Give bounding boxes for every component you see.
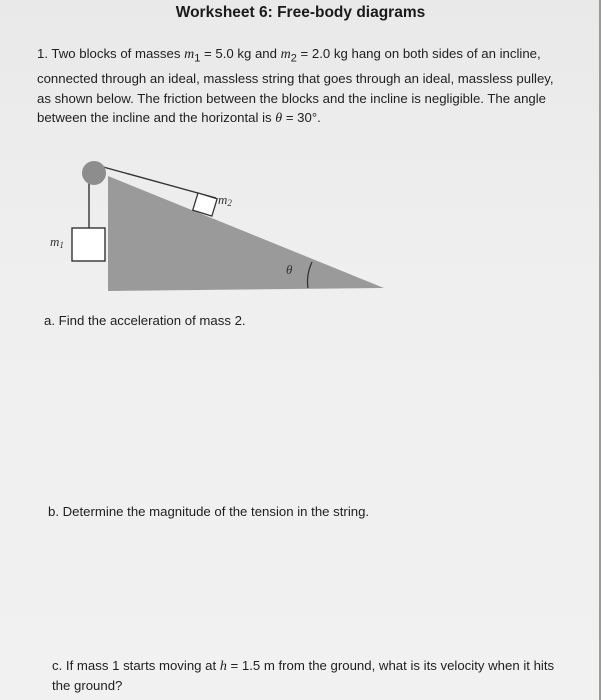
question-b: b. Determine the magnitude of the tension in the string.	[48, 504, 370, 519]
problem-text-3: = 2.0 kg hang on both sides of an incline, connected through an ideal, massless string that goes through an ideal, massless pulley, as shown below. The friction between the blocks and the incline is negligible. The angle between the incline and the horizontal is	[37, 46, 554, 126]
label-m2: m2	[218, 192, 232, 208]
pulley-icon	[82, 161, 106, 185]
incline-pulley-diagram	[0, 150, 601, 300]
worksheet-title: Worksheet 6: Free-body diagrams	[175, 4, 426, 21]
block-m1	[72, 228, 105, 261]
label-theta: θ	[286, 262, 293, 277]
problem-text-1: Two blocks of masses	[48, 46, 185, 61]
incline-wedge	[108, 176, 384, 291]
question-a: a. Find the acceleration of mass 2.	[44, 313, 246, 328]
mass-1-symbol: m	[184, 47, 195, 62]
theta-symbol: θ	[275, 111, 283, 127]
question-c-text-2: = 1.5 m from the ground, what is its velocity when it hits the ground?	[52, 658, 555, 693]
problem-1-statement	[37, 44, 567, 129]
problem-text-2: = 5.0 kg and	[200, 46, 281, 61]
mass-2-subscript: 2	[290, 52, 297, 65]
label-m1: m1	[50, 234, 64, 250]
problem-number: 1.	[37, 46, 48, 61]
mass-2-symbol: m	[280, 47, 291, 62]
question-c-text-1: c. If mass 1 starts moving at	[52, 658, 220, 673]
mass-1-subscript: 1	[194, 52, 201, 65]
question-c	[52, 656, 572, 695]
problem-text-4: = 30°.	[282, 110, 321, 126]
height-symbol: h	[219, 659, 227, 674]
